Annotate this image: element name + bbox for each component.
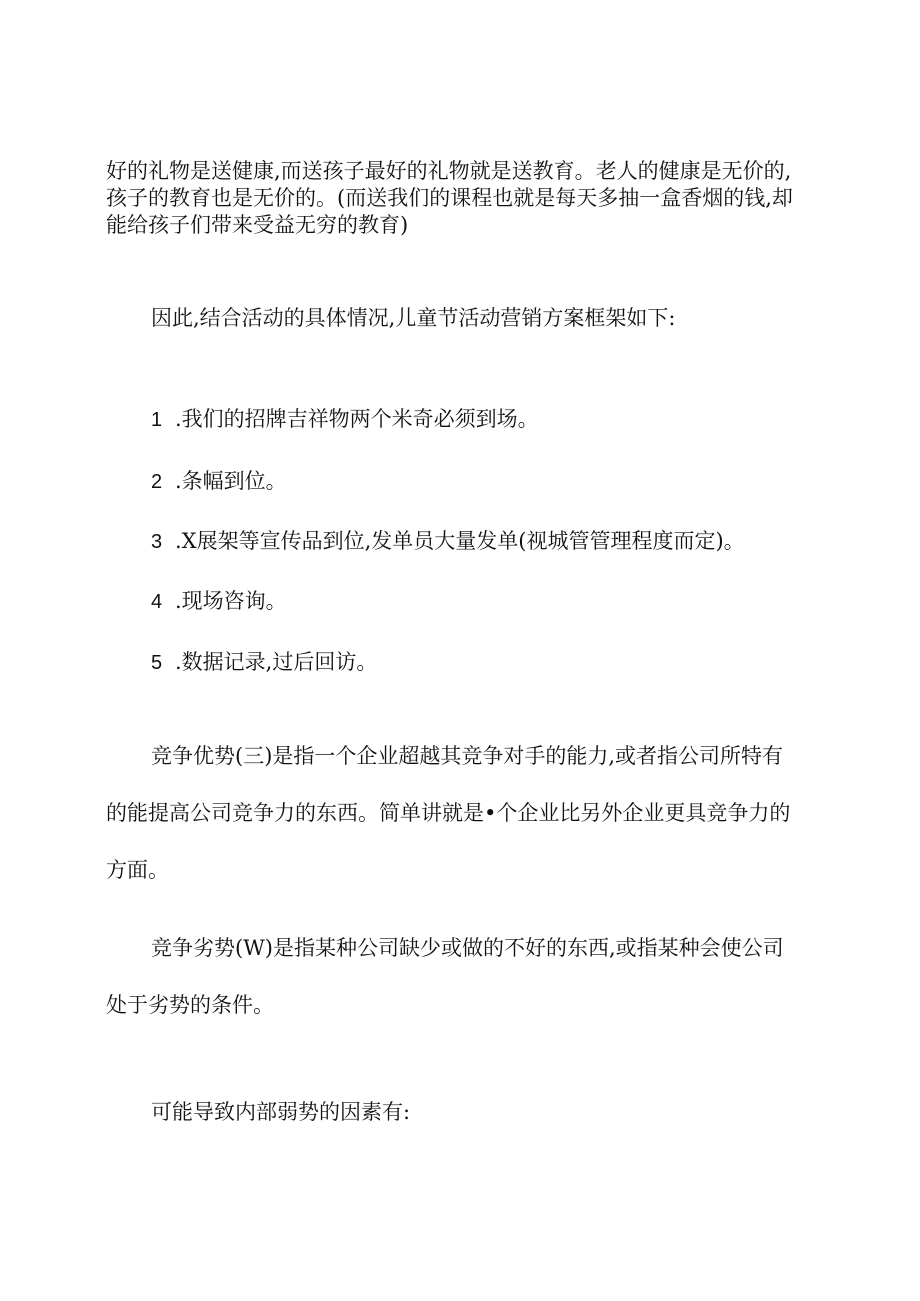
list-item-2	[151, 468, 287, 496]
paragraph-framework	[151, 305, 841, 332]
paragraph-intro	[106, 158, 826, 239]
list-text: .数据记录,过后回访。	[175, 650, 378, 674]
list-text: .现场咨询。	[175, 589, 287, 613]
paragraph-line: 处于劣势的条件。	[106, 993, 274, 1017]
list-item-1	[151, 406, 539, 434]
list-text: .X展架等宣传品到位,发单员大量发单(视城管管理程度而定)。	[175, 529, 745, 553]
paragraph-line: 好的礼物是送健康,而送孩子最好的礼物就是送教育。老人的健康是无价的,	[106, 159, 792, 183]
paragraph-line: 能给孩子们带来受益无穷的教育)	[106, 213, 409, 237]
paragraph-weakness	[106, 920, 826, 1034]
paragraph-line: 孩子的教育也是无价的。(而送我们的课程也就是每天多抽一盒香烟的钱,却	[106, 186, 793, 210]
list-item-5	[151, 649, 377, 677]
paragraph-line: 的能提高公司竞争力的东西。简单讲就是•个企业比另外企业更具竞争力的	[106, 801, 791, 825]
paragraph-line: 竞争优势(三)是指一个企业超越其竞争对手的能力,或者指公司所特有	[151, 744, 784, 768]
paragraph-line: 方面。	[106, 858, 169, 882]
paragraph-line: 可能导致内部弱势的因素有:	[151, 1100, 411, 1124]
paragraph-line: 因此,结合活动的具体情况,儿童节活动营销方案框架如下:	[151, 306, 676, 330]
list-number: 2	[151, 471, 163, 493]
list-text: .我们的招牌吉祥物两个米奇必须到场。	[175, 407, 539, 431]
paragraph-factors	[151, 1084, 841, 1141]
paragraph-strength	[106, 728, 826, 899]
list-number: 5	[151, 652, 163, 674]
list-number: 4	[151, 591, 163, 613]
list-item-3	[151, 528, 745, 556]
list-text: .条幅到位。	[175, 469, 287, 493]
list-number: 3	[151, 531, 163, 553]
list-number: 1	[151, 409, 163, 431]
paragraph-line: 竞争劣势(W)是指某种公司缺少或做的不好的东西,或指某种会使公司	[151, 936, 784, 960]
list-item-4	[151, 588, 287, 616]
